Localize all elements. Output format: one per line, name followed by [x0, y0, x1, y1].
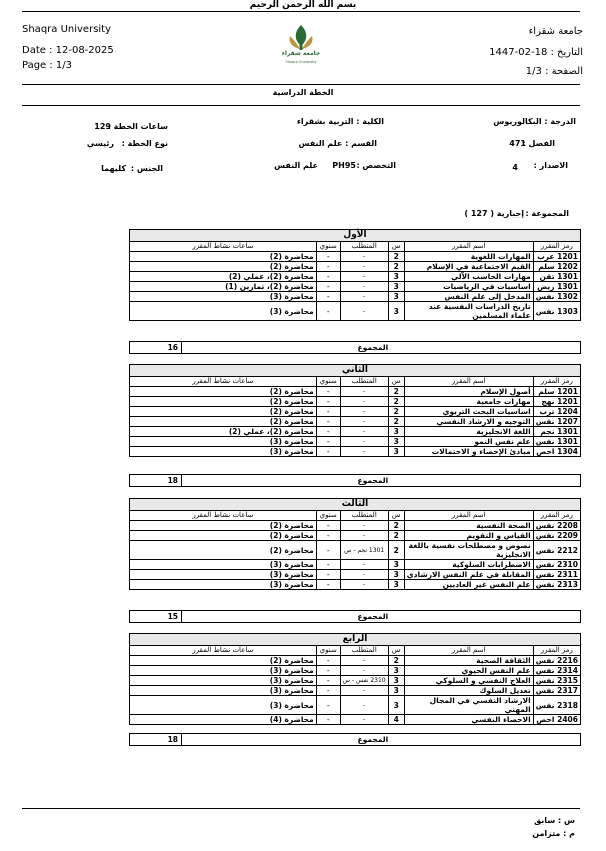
course-name: مهارات الحاسب الآلي [404, 272, 533, 282]
annual-flag: - [316, 407, 340, 417]
column-header-coreq: سنوي [316, 646, 340, 656]
column-header-name: اسم المقرر [404, 377, 533, 387]
column-header-credits: س [388, 377, 404, 387]
bismillah: بسم الله الرحمن الرحيم [249, 0, 357, 10]
major-label: التخصص : [356, 161, 396, 170]
credit-hours: 3 [388, 437, 404, 447]
prerequisite: - [340, 656, 388, 666]
table-row [130, 282, 581, 292]
course-code: 2208 نفس [533, 521, 580, 531]
prerequisite: - [340, 521, 388, 531]
table-row [130, 531, 581, 541]
title-divider-top [22, 84, 580, 85]
course-code: 1202 سلم [533, 262, 580, 272]
course-name: اللغة الانجليزية [404, 427, 533, 437]
version-label: الاصدار : [533, 161, 568, 170]
activity-hours: محاضرة (2) [130, 417, 317, 427]
table-row [130, 292, 581, 302]
course-code: 2216 نفس [533, 656, 580, 666]
prerequisite: - [340, 292, 388, 302]
column-header-code: رمز المقرر [533, 511, 580, 521]
version-value: 4 [512, 163, 518, 172]
table-row [130, 560, 581, 570]
activity-hours: محاضرة (2) [130, 397, 317, 407]
prerequisite: - [340, 560, 388, 570]
column-header-code: رمز المقرر [533, 646, 580, 656]
annual-flag: - [316, 560, 340, 570]
semester-title: الثالث [130, 499, 581, 511]
activity-hours: محاضرة (2) [130, 656, 317, 666]
prerequisite: - [340, 407, 388, 417]
activity-hours: محاضرة (3) [130, 580, 317, 590]
credit-hours: 2 [388, 541, 404, 560]
total-value: 15 [130, 611, 182, 623]
plan-type-value: رئيسي [86, 139, 114, 148]
course-name: العلاج النفسي و السلوكي [404, 676, 533, 686]
activity-hours: محاضرة (2) [130, 387, 317, 397]
column-header-activity: ساعات نشاط المقرر [130, 646, 317, 656]
credit-hours: 3 [388, 696, 404, 715]
semester-table [129, 498, 581, 590]
legend-prev: س : سابق [534, 816, 575, 825]
prerequisite: - [340, 397, 388, 407]
legend-concurrent: م : متزامن [532, 829, 575, 838]
annual-flag: - [316, 302, 340, 321]
group-value: إجبارية ( 127 ) [464, 209, 524, 218]
annual-flag: - [316, 570, 340, 580]
credit-hours: 3 [388, 570, 404, 580]
activity-hours: محاضرة (3) [130, 560, 317, 570]
activity-hours: محاضرة (2)، عملي (2) [130, 427, 317, 437]
activity-hours: محاضرة (3) [130, 676, 317, 686]
total-label: المجموع [355, 342, 581, 354]
course-name: تعديل السلوك [404, 686, 533, 696]
activity-hours: محاضرة (2)، عملي (2) [130, 272, 317, 282]
course-code: 1301 ريض [533, 282, 580, 292]
course-code: 1204 ترب [533, 407, 580, 417]
course-code: 1301 نجم [533, 427, 580, 437]
course-code: 2310 نفس [533, 560, 580, 570]
annual-flag: - [316, 262, 340, 272]
date-ar: التاريخ : 18-02-1447 [489, 47, 583, 58]
table-row [130, 696, 581, 715]
credit-hours: 2 [388, 387, 404, 397]
table-row [130, 387, 581, 397]
credit-hours: 3 [388, 292, 404, 302]
credit-hours: 2 [388, 252, 404, 262]
annual-flag: - [316, 397, 340, 407]
column-header-prereq: المتطلب [340, 511, 388, 521]
course-name: مهارات جامعية [404, 397, 533, 407]
credit-hours: 2 [388, 521, 404, 531]
group-label: المجموعة : [525, 209, 569, 218]
table-row [130, 541, 581, 560]
course-name: الارشاد النفسي في المجال المهني [404, 696, 533, 715]
credit-hours: 3 [388, 676, 404, 686]
term-label: الفصل : [522, 139, 555, 148]
activity-hours: محاضرة (2) [130, 541, 317, 560]
annual-flag: - [316, 282, 340, 292]
table-row [130, 272, 581, 282]
column-header-credits: س [388, 646, 404, 656]
annual-flag: - [316, 666, 340, 676]
annual-flag: - [316, 696, 340, 715]
semester-total [129, 733, 581, 746]
course-name: نصوص و مصطلحات نفسية باللغة الانجليزية [404, 541, 533, 560]
total-value: 16 [130, 342, 182, 354]
activity-hours: محاضرة (3) [130, 696, 317, 715]
prerequisite: 1301 نجم - س [340, 541, 388, 560]
annual-flag: - [316, 252, 340, 262]
credit-hours: 3 [388, 272, 404, 282]
logo-subtitle: Shaqra University [285, 60, 317, 64]
activity-hours: محاضرة (2)، تمارين (1) [130, 282, 317, 292]
credit-hours: 3 [388, 666, 404, 676]
course-name: المهارات اللغوية [404, 252, 533, 262]
prerequisite: - [340, 580, 388, 590]
credit-hours: 3 [388, 447, 404, 457]
course-name: المقابلة في علم النفس الارشادي [404, 570, 533, 580]
course-code: 1201 نهج [533, 397, 580, 407]
activity-hours: محاضرة (3) [130, 447, 317, 457]
prerequisite: - [340, 302, 388, 321]
table-row [130, 580, 581, 590]
course-code: 2209 نفس [533, 531, 580, 541]
column-header-name: اسم المقرر [404, 646, 533, 656]
course-code: 1303 نفس [533, 302, 580, 321]
annual-flag: - [316, 521, 340, 531]
course-name: مبادئ الإحصاء و الاحتمالات [404, 447, 533, 457]
major-code: PH95 [332, 161, 356, 170]
table-row [130, 656, 581, 666]
semester-total [129, 341, 581, 354]
course-name: القياس و التقويم [404, 531, 533, 541]
course-name: أصول الإسلام [404, 387, 533, 397]
course-name: المدخل إلى علم النفس [404, 292, 533, 302]
university-name-ar: جامعة شقراء [528, 26, 583, 37]
activity-hours: محاضرة (3) [130, 437, 317, 447]
annual-flag: - [316, 292, 340, 302]
department: القسم : علم النفس [298, 139, 377, 148]
gender-value: كليهما [101, 164, 126, 173]
activity-hours: محاضرة (2) [130, 521, 317, 531]
annual-flag: - [316, 580, 340, 590]
semester-title: الأول [130, 230, 581, 242]
course-code: 1304 احص [533, 447, 580, 457]
course-name: الاضطرابات السلوكية [404, 560, 533, 570]
column-header-coreq: سنوي [316, 377, 340, 387]
degree: الدرجة : البكالوريوس [493, 117, 576, 126]
prerequisite: - [340, 437, 388, 447]
prerequisite: - [340, 282, 388, 292]
credit-hours: 2 [388, 262, 404, 272]
credit-hours: 4 [388, 715, 404, 725]
course-code: 2318 نفس [533, 696, 580, 715]
credit-hours: 2 [388, 417, 404, 427]
prerequisite: - [340, 427, 388, 437]
prerequisite: - [340, 417, 388, 427]
page-number-en: Page : 1/3 [22, 60, 73, 71]
annual-flag: - [316, 715, 340, 725]
credit-hours: 3 [388, 427, 404, 437]
credit-hours: 2 [388, 531, 404, 541]
annual-flag: - [316, 447, 340, 457]
plan-title: الخطة الدراسية [272, 88, 334, 97]
credit-hours: 3 [388, 282, 404, 292]
annual-flag: - [316, 417, 340, 427]
table-row [130, 521, 581, 531]
total-label: المجموع [355, 611, 581, 623]
course-name: القيم الاجتماعية في الإسلام [404, 262, 533, 272]
university-name-en: Shaqra University [22, 24, 112, 35]
course-code: 2314 نفس [533, 666, 580, 676]
table-row [130, 447, 581, 457]
activity-hours: محاضرة (2) [130, 407, 317, 417]
column-header-code: رمز المقرر [533, 377, 580, 387]
annual-flag: - [316, 531, 340, 541]
table-row [130, 397, 581, 407]
total-spacer [182, 734, 355, 746]
activity-hours: محاضرة (3) [130, 686, 317, 696]
course-code: 1201 عرب [533, 252, 580, 262]
title-divider-bottom [22, 105, 580, 106]
prerequisite: - [340, 715, 388, 725]
total-label: المجموع [355, 734, 581, 746]
table-row [130, 252, 581, 262]
course-name: علم النفس غير العاديين [404, 580, 533, 590]
activity-hours: محاضرة (2) [130, 531, 317, 541]
semester-total [129, 610, 581, 623]
footer-divider [22, 808, 580, 809]
annual-flag: - [316, 686, 340, 696]
annual-flag: - [316, 272, 340, 282]
column-header-activity: ساعات نشاط المقرر [130, 511, 317, 521]
total-spacer [182, 342, 355, 354]
table-row [130, 407, 581, 417]
activity-hours: محاضرة (2) [130, 252, 317, 262]
course-name: اساسيات في الرياضيات [404, 282, 533, 292]
column-header-name: اسم المقرر [404, 242, 533, 252]
prerequisite: - [340, 272, 388, 282]
semester-table [129, 229, 581, 321]
course-code: 1207 نفس [533, 417, 580, 427]
prerequisite: - [340, 666, 388, 676]
total-spacer [182, 475, 355, 487]
column-header-activity: ساعات نشاط المقرر [130, 242, 317, 252]
course-code: 2212 نفس [533, 541, 580, 560]
prerequisite: - [340, 696, 388, 715]
course-name: الاحصاء النفسي [404, 715, 533, 725]
prerequisite: - [340, 262, 388, 272]
table-row [130, 715, 581, 725]
annual-flag: - [316, 387, 340, 397]
prerequisite: - [340, 686, 388, 696]
annual-flag: - [316, 541, 340, 560]
table-row [130, 676, 581, 686]
column-header-code: رمز المقرر [533, 242, 580, 252]
semester-total [129, 474, 581, 487]
course-code: 1301 تقن [533, 272, 580, 282]
table-row [130, 302, 581, 321]
course-code: 2317 نفس [533, 686, 580, 696]
course-code: 2313 نفس [533, 580, 580, 590]
major-name: علم النفس [274, 161, 318, 170]
course-code: 1201 سلم [533, 387, 580, 397]
course-name: الثقافة الصحية [404, 656, 533, 666]
column-header-coreq: سنوي [316, 242, 340, 252]
annual-flag: - [316, 437, 340, 447]
column-header-credits: س [388, 242, 404, 252]
table-row [130, 417, 581, 427]
table-row [130, 686, 581, 696]
column-header-prereq: المتطلب [340, 646, 388, 656]
semester-table [129, 364, 581, 457]
semester-table [129, 633, 581, 725]
prerequisite: - [340, 447, 388, 457]
logo-text: جامعة شقراء [281, 50, 321, 57]
plan-type-label: نوع الخطة : [121, 139, 168, 148]
credit-hours: 3 [388, 302, 404, 321]
prerequisite: - [340, 570, 388, 580]
activity-hours: محاضرة (3) [130, 292, 317, 302]
course-code: 2406 احص [533, 715, 580, 725]
column-header-credits: س [388, 511, 404, 521]
activity-hours: محاضرة (3) [130, 666, 317, 676]
prerequisite: - [340, 252, 388, 262]
activity-hours: محاضرة (4) [130, 715, 317, 725]
table-row [130, 570, 581, 580]
annual-flag: - [316, 676, 340, 686]
total-label: المجموع [355, 475, 581, 487]
total-spacer [182, 611, 355, 623]
table-row [130, 427, 581, 437]
credit-hours: 3 [388, 686, 404, 696]
total-value: 18 [130, 734, 182, 746]
semester-title: الثاني [130, 365, 581, 377]
course-code: 2315 نفس [533, 676, 580, 686]
course-name: اساسيات البحث التربوي [404, 407, 533, 417]
term-value: 471 [509, 139, 526, 148]
prerequisite: 2310 نفس - س [340, 676, 388, 686]
table-row [130, 262, 581, 272]
course-name: التوجيه و الارشاد النفسي [404, 417, 533, 427]
date-en: Date : 12-08-2025 [22, 45, 114, 56]
column-header-coreq: سنوي [316, 511, 340, 521]
table-row [130, 437, 581, 447]
prerequisite: - [340, 531, 388, 541]
course-name: علم النفس الحيوي [404, 666, 533, 676]
table-row [130, 666, 581, 676]
page-number-ar: الصفحة : 1/3 [525, 66, 583, 77]
plan-hours-value: 129 [94, 122, 111, 131]
course-name: تاريخ الدراسات النفسية عند علماء المسلمين [404, 302, 533, 321]
column-header-activity: ساعات نشاط المقرر [130, 377, 317, 387]
course-code: 2311 نفس [533, 570, 580, 580]
annual-flag: - [316, 427, 340, 437]
course-name: الصحة النفسية [404, 521, 533, 531]
activity-hours: محاضرة (2) [130, 262, 317, 272]
header-divider [22, 11, 580, 12]
annual-flag: - [316, 656, 340, 666]
university-logo-icon [280, 22, 322, 64]
prerequisite: - [340, 387, 388, 397]
plan-hours-label: ساعات الخطة : [107, 122, 168, 131]
activity-hours: محاضرة (3) [130, 302, 317, 321]
activity-hours: محاضرة (3) [130, 570, 317, 580]
credit-hours: 2 [388, 656, 404, 666]
credit-hours: 2 [388, 407, 404, 417]
course-name: علم نفس النمو [404, 437, 533, 447]
semester-title: الرابع [130, 634, 581, 646]
course-code: 1301 نفس [533, 437, 580, 447]
column-header-name: اسم المقرر [404, 511, 533, 521]
gender-label: الجنس : [130, 164, 163, 173]
column-header-prereq: المتطلب [340, 242, 388, 252]
course-code: 1302 نفس [533, 292, 580, 302]
column-header-prereq: المتطلب [340, 377, 388, 387]
credit-hours: 3 [388, 580, 404, 590]
college: الكلية : التربية بشقراء [296, 117, 384, 126]
credit-hours: 2 [388, 397, 404, 407]
total-value: 18 [130, 475, 182, 487]
credit-hours: 3 [388, 560, 404, 570]
